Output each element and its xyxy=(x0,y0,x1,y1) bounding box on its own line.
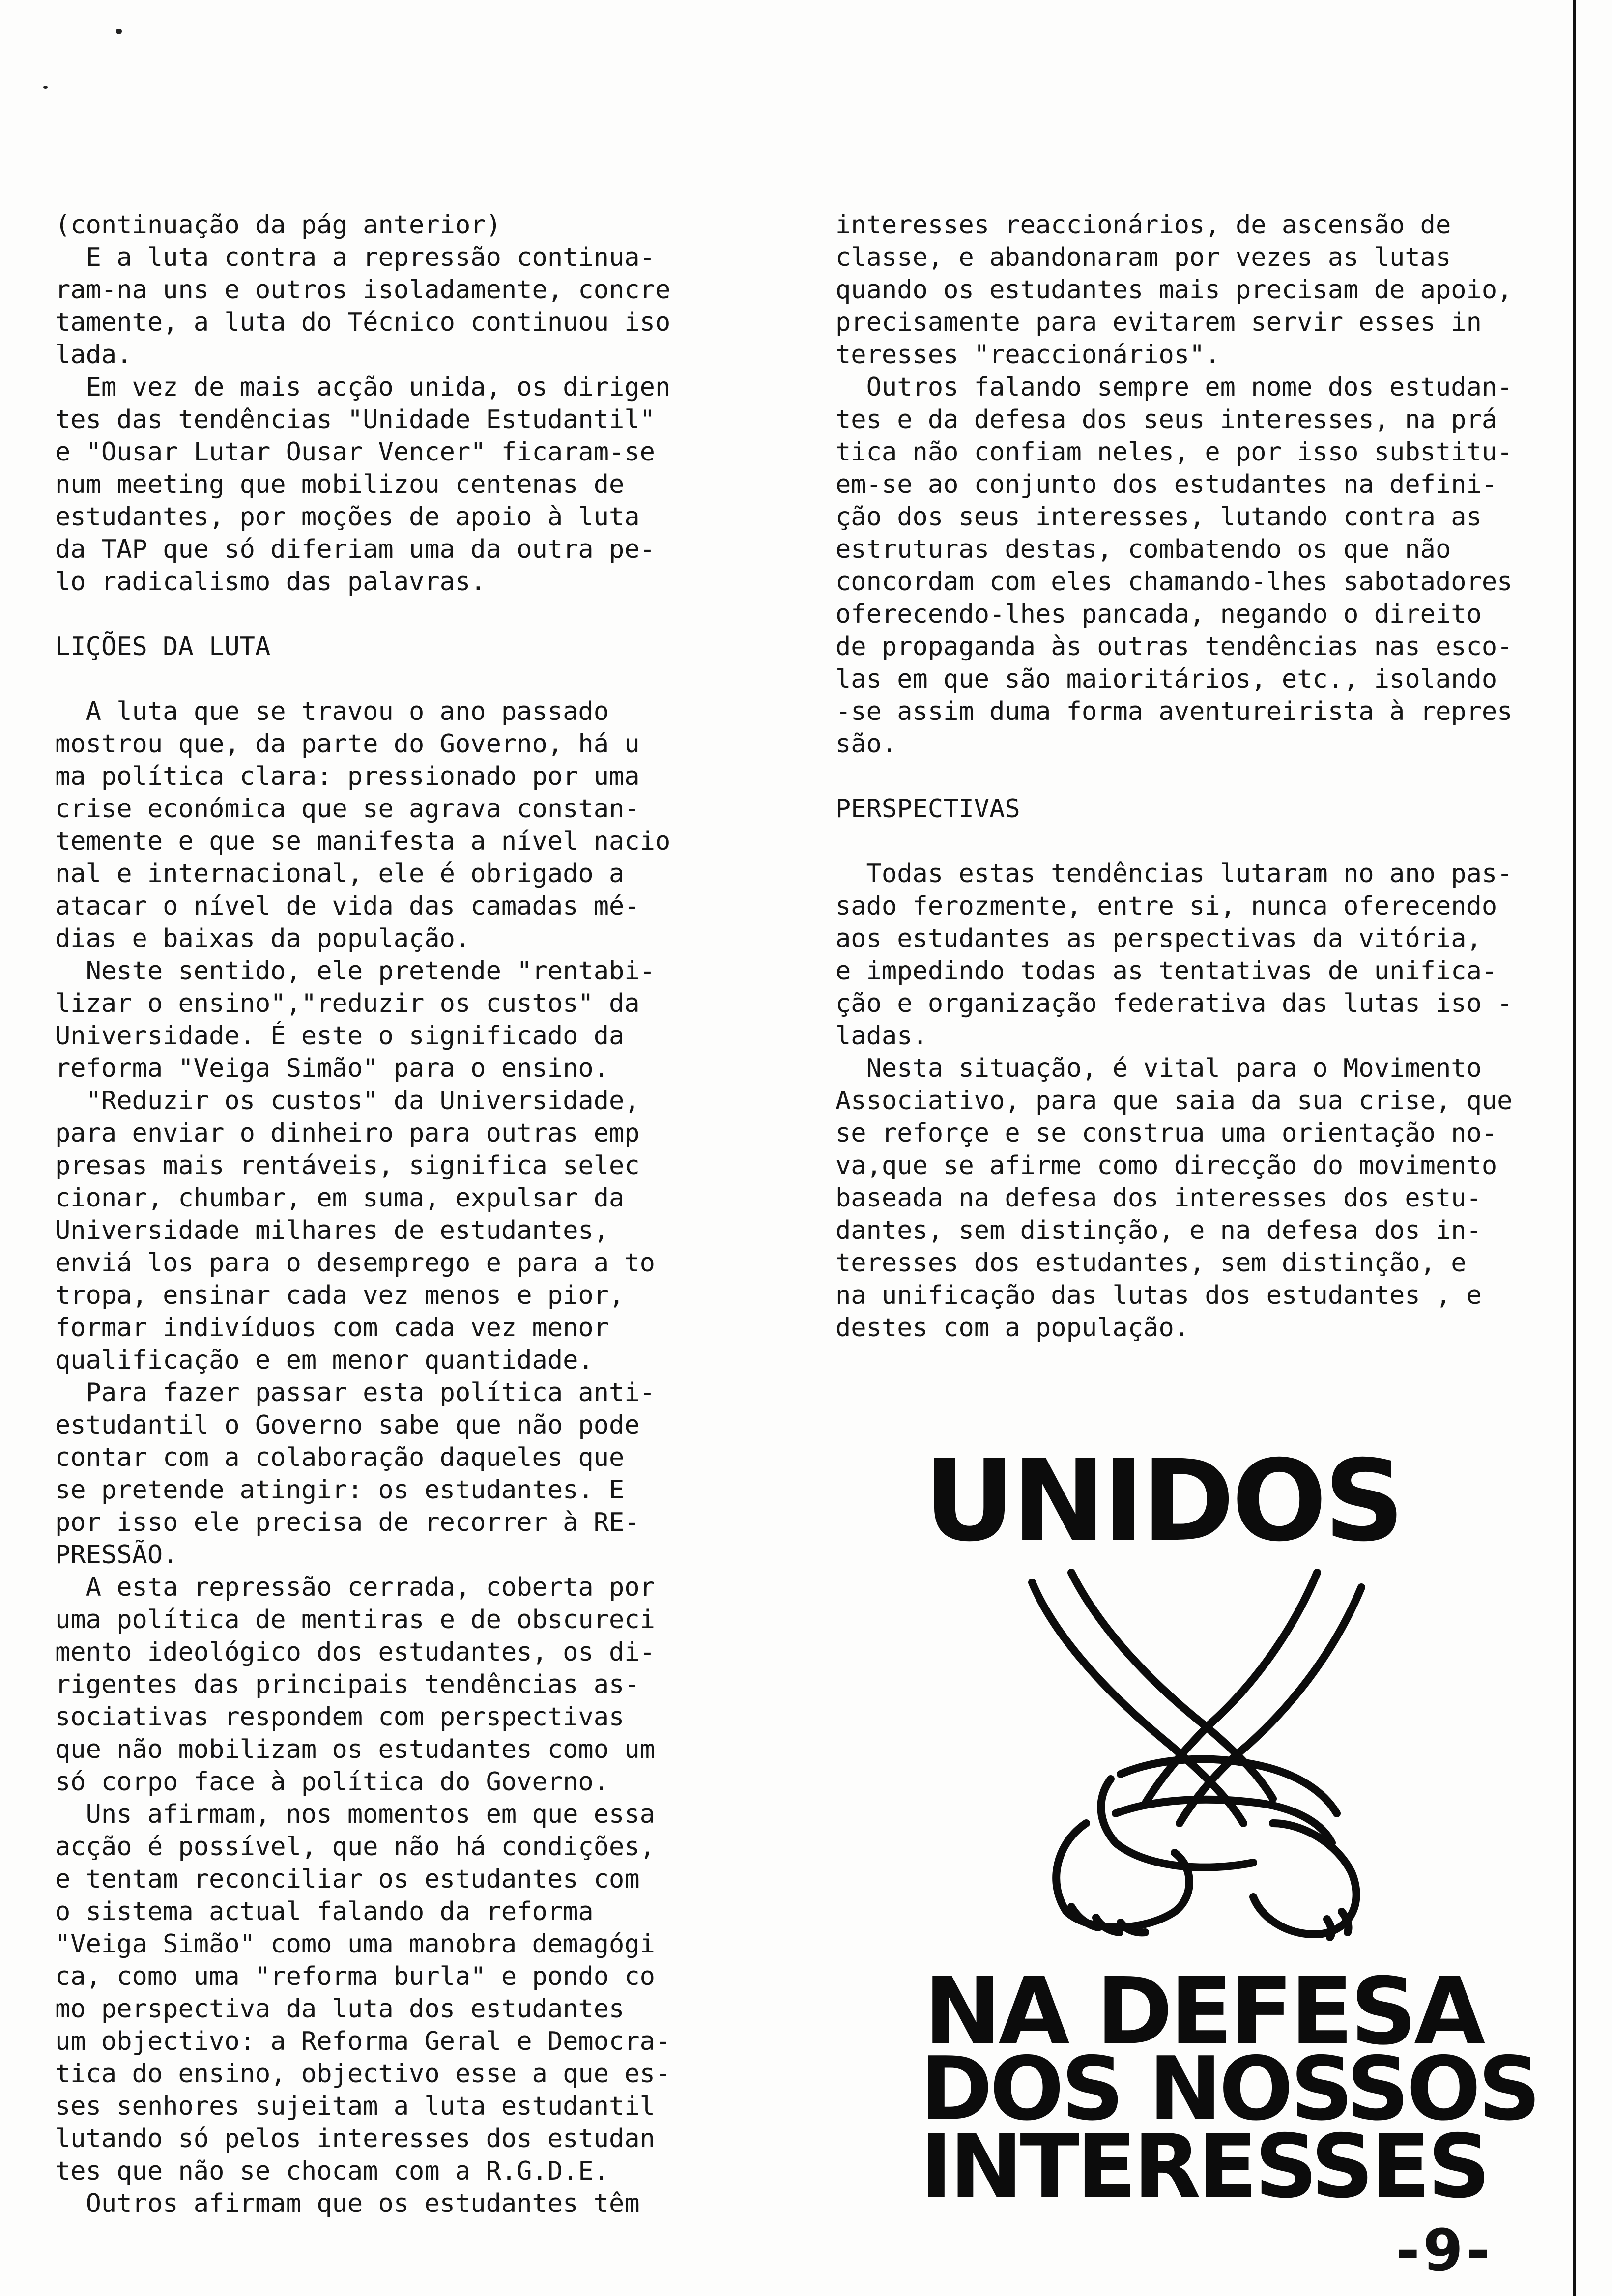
left-column-text-line: um objectivo: a Reforma Geral e Democra- xyxy=(55,2027,671,2056)
right-column-text-line: Todas estas tendências lutaram no ano pas- xyxy=(835,859,1513,889)
right-column-text-line: teresses dos estudantes, sem distinção, e xyxy=(835,1248,1467,1278)
left-column-text-line: tes das tendências "Unidade Estudantil" xyxy=(55,405,655,434)
right-column-text-line: Nesta situação, é vital para o Movimento xyxy=(835,1054,1482,1083)
left-column-text-line: A esta repressão cerrada, coberta por xyxy=(55,1573,655,1602)
poster-headline: UNIDOS xyxy=(924,1435,1402,1566)
left-column-text-line: (continuação da pág anterior) xyxy=(55,210,501,240)
left-column-text-line: lutando só pelos interesses dos estudan xyxy=(55,2124,655,2153)
left-column-text-line: lada. xyxy=(55,340,132,370)
left-column-text-line: ses senhores sujeitam a luta estudantil xyxy=(55,2092,655,2121)
left-column-text-line: cionar, chumbar, em suma, expulsar da xyxy=(55,1183,625,1213)
right-column-text-line: quando os estudantes mais precisam de apoio, xyxy=(835,275,1513,305)
left-column-text-line: Outros afirmam que os estudantes têm xyxy=(55,2189,640,2218)
left-column-text-line: tamente, a luta do Técnico continuou iso xyxy=(55,308,671,337)
left-column-text-line: ca, como uma "reforma burla" e pondo co xyxy=(55,1962,655,1991)
right-column-text-line: estruturas destas, combatendo os que não xyxy=(835,535,1451,564)
left-column-text-line: reforma "Veiga Simão" para o ensino. xyxy=(55,1054,609,1083)
left-column-text-line: presas mais rentáveis, significa selec xyxy=(55,1151,640,1180)
right-column-text-line: concordam com eles chamando-lhes sabotadores xyxy=(835,567,1513,597)
left-column-text-line: por isso ele precisa de recorrer à RE- xyxy=(55,1508,640,1537)
crossed-arms-icon xyxy=(998,1568,1401,1941)
right-column-text-line: se reforçe e se construa uma orientação no- xyxy=(835,1119,1497,1148)
right-column-text-line: ção e organização federativa das lutas iso - xyxy=(835,989,1513,1018)
left-column-text-line: o sistema actual falando da reforma xyxy=(55,1897,594,1926)
right-column-text-line: são. xyxy=(835,729,897,759)
left-column-text-line: rigentes das principais tendências as- xyxy=(55,1670,640,1699)
poster-slogan-line-2: DOS NOSSOS xyxy=(920,2038,1538,2140)
right-column-text-line: las em que são maioritários, etc., isolando xyxy=(835,664,1497,694)
right-column-text-line: aos estudantes as perspectivas da vitória, xyxy=(835,924,1482,953)
poster-slogan-line-1: NA DEFESA xyxy=(924,1958,1483,2066)
left-column-text-line: sociativas respondem com perspectivas xyxy=(55,1702,625,1732)
right-text-column xyxy=(835,209,1513,1344)
right-column-text-line: ção dos seus interesses, lutando contra as xyxy=(835,502,1482,532)
right-column-text-line: Outros falando sempre em nome dos estudan- xyxy=(835,373,1513,402)
poster-illustration xyxy=(909,1435,1538,2217)
right-column-text-line: classe, e abandonaram por vezes as lutas xyxy=(835,243,1451,272)
right-column-text-line: PERSPECTIVAS xyxy=(835,794,1020,824)
left-column-text-line: temente e que se manifesta a nível nacio xyxy=(55,827,671,856)
right-column-text-line: baseada na defesa dos interesses dos estu- xyxy=(835,1183,1482,1213)
left-column-text-line: estudantil o Governo sabe que não pode xyxy=(55,1410,640,1440)
right-column-text-line: interesses reaccionários, de ascensão de xyxy=(835,210,1451,240)
left-column-text-line: qualificação e em menor quantidade. xyxy=(55,1346,594,1375)
right-column-text-line: oferecendo-lhes pancada, negando o direito xyxy=(835,600,1482,629)
right-column-text-line xyxy=(835,760,1513,793)
left-column-text-line: dias e baixas da população. xyxy=(55,924,471,953)
left-column-text-line: tica do ensino, objectivo esse a que es- xyxy=(55,2059,671,2089)
left-column-text-line: LIÇÕES DA LUTA xyxy=(55,632,271,661)
left-column-text-line: uma política de mentiras e de obscureci xyxy=(55,1605,655,1635)
left-column-text-line: PRESSÃO. xyxy=(55,1540,178,1570)
right-column-text-line: ladas. xyxy=(835,1021,928,1051)
left-column-text-line: lo radicalismo das palavras. xyxy=(55,567,486,597)
right-column-text-line: dantes, sem distinção, e na defesa dos in- xyxy=(835,1216,1482,1245)
left-column-text-line xyxy=(55,663,670,695)
left-column-text-line: formar indivíduos com cada vez menor xyxy=(55,1313,609,1343)
right-column-text-line: e impedindo todas as tentativas de unifica- xyxy=(835,956,1497,986)
left-column-text-line: num meeting que mobilizou centenas de xyxy=(55,470,625,499)
page-number: -9- xyxy=(1396,2216,1494,2284)
left-column-text-line: "Veiga Simão" como uma manobra demagógi xyxy=(55,1929,655,1959)
page-edge-rule xyxy=(1573,0,1576,2296)
right-column-text-line: de propaganda às outras tendências nas esco- xyxy=(835,632,1513,661)
scan-speck xyxy=(116,29,122,34)
right-column-text-line: teresses "reaccionários". xyxy=(835,340,1220,370)
left-column-text-line: contar com a colaboração daqueles que xyxy=(55,1443,625,1472)
left-column-text-line: A luta que se travou o ano passado xyxy=(55,697,609,726)
poster-slogan-line-3: INTERESSES xyxy=(920,2116,1488,2217)
left-column-text-line: mo perspectiva da luta dos estudantes xyxy=(55,1994,625,2024)
left-column-text-line: Para fazer passar esta política anti- xyxy=(55,1378,655,1407)
left-column-text-line: estudantes, por moções de apoio à luta xyxy=(55,502,640,532)
right-column-text-line: -se assim duma forma aventureirista à repres xyxy=(835,697,1513,726)
left-column-text-line: da TAP que só diferiam uma da outra pe- xyxy=(55,535,655,564)
right-column-text-line: tica não confiam neles, e por isso substitu- xyxy=(835,437,1513,467)
left-column-text-line: tropa, ensinar cada vez menos e pior, xyxy=(55,1281,625,1310)
left-column-text-line: e tentam reconciliar os estudantes com xyxy=(55,1865,640,1894)
left-column-text-line: ma política clara: pressionado por uma xyxy=(55,762,640,791)
right-column-text-line xyxy=(835,825,1513,858)
right-column-text-line: sado ferozmente, entre si, nunca oferecendo xyxy=(835,891,1497,921)
right-column-text-line: em-se ao conjunto dos estudantes na defini- xyxy=(835,470,1497,499)
left-text-column xyxy=(55,209,670,2220)
left-column-text-line: se pretende atingir: os estudantes. E xyxy=(55,1475,625,1505)
left-column-text-line: Em vez de mais acção unida, os dirigen xyxy=(55,373,671,402)
left-column-text-line: ram-na uns e outros isoladamente, concre xyxy=(55,275,671,305)
scan-speck xyxy=(43,86,48,89)
left-column-text-line xyxy=(55,598,670,631)
left-column-text-line: e "Ousar Lutar Ousar Vencer" ficaram-se xyxy=(55,437,655,467)
right-column-text-line: precisamente para evitarem servir esses in xyxy=(835,308,1482,337)
left-column-text-line: só corpo face à política do Governo. xyxy=(55,1767,609,1797)
right-column-text-line: na unificação das lutas dos estudantes , e xyxy=(835,1281,1482,1310)
left-column-text-line: Universidade. É este o significado da xyxy=(55,1021,625,1051)
left-column-text-line: "Reduzir os custos" da Universidade, xyxy=(55,1086,640,1116)
left-column-text-line: nal e internacional, ele é obrigado a xyxy=(55,859,625,889)
left-column-text-line: que não mobilizam os estudantes como um xyxy=(55,1735,655,1764)
left-column-text-line: mostrou que, da parte do Governo, há u xyxy=(55,729,640,759)
right-column-text-line: tes e da defesa dos seus interesses, na prá xyxy=(835,405,1497,434)
left-column-text-line: acção é possível, que não há condições, xyxy=(55,1832,655,1862)
right-column-text-line: va,que se afirme como direcção do movimento xyxy=(835,1151,1497,1180)
left-column-text-line: para enviar o dinheiro para outras emp xyxy=(55,1119,640,1148)
left-column-text-line: crise económica que se agrava constan- xyxy=(55,794,640,824)
left-column-text-line: tes que não se chocam com a R.G.D.E. xyxy=(55,2156,609,2186)
left-column-text-line: mento ideológico dos estudantes, os di- xyxy=(55,1637,655,1667)
left-column-text-line: enviá los para o desemprego e para a to xyxy=(55,1248,655,1278)
left-column-text-line: Universidade milhares de estudantes, xyxy=(55,1216,609,1245)
left-column-text-line: E a luta contra a repressão continua- xyxy=(55,243,655,272)
left-column-text-line: lizar o ensino","reduzir os custos" da xyxy=(55,989,640,1018)
right-column-text-line: Associativo, para que saia da sua crise, que xyxy=(835,1086,1513,1116)
left-column-text-line: Neste sentido, ele pretende "rentabi- xyxy=(55,956,655,986)
left-column-text-line: atacar o nível de vida das camadas mé- xyxy=(55,891,640,921)
right-column-text-line: destes com a população. xyxy=(835,1313,1190,1343)
left-column-text-line: Uns afirmam, nos momentos em que essa xyxy=(55,1800,655,1829)
